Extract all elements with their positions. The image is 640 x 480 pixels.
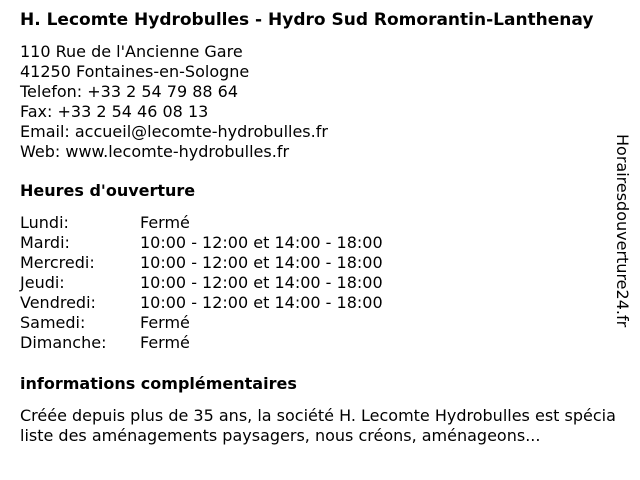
email-line: Email: accueil@lecomte-hydrobulles.fr — [20, 122, 328, 141]
address-line-1: 110 Rue de l'Ancienne Gare — [20, 42, 243, 61]
address-line-2: 41250 Fontaines-en-Sologne — [20, 62, 250, 81]
hours-time: 10:00 - 12:00 et 14:00 - 18:00 — [140, 273, 383, 292]
hours-row — [20, 253, 620, 273]
hours-row — [20, 233, 620, 253]
hours-day: Dimanche: — [20, 333, 107, 352]
fax-line: Fax: +33 2 54 46 08 13 — [20, 102, 209, 121]
hours-row — [20, 313, 620, 333]
contact-block — [20, 42, 620, 162]
business-card — [20, 4, 620, 446]
hours-time: 10:00 - 12:00 et 14:00 - 18:00 — [140, 293, 383, 312]
phone-line: Telefon: +33 2 54 79 88 64 — [20, 82, 239, 101]
hours-table — [20, 213, 620, 353]
hours-heading: Heures d'ouverture — [20, 181, 196, 200]
hours-day: Mardi: — [20, 233, 70, 252]
info-text: Créée depuis plus de 35 ans, la société H. Lecomte Hydrobulles est spécialiste des aménagements paysagers, nous créons, aménageons... — [20, 406, 616, 445]
business-title: H. Lecomte Hydrobulles - Hydro Sud Romorantin-Lanthenay — [20, 10, 594, 30]
hours-row — [20, 293, 620, 313]
hours-day: Mercredi: — [20, 253, 95, 272]
hours-time: 10:00 - 12:00 et 14:00 - 18:00 — [140, 253, 383, 272]
hours-time: Fermé — [140, 313, 190, 332]
hours-time: Fermé — [140, 213, 190, 232]
hours-time: 10:00 - 12:00 et 14:00 - 18:00 — [140, 233, 383, 252]
hours-time: Fermé — [140, 333, 190, 352]
site-watermark: Horairesdouverture24.fr — [613, 134, 632, 328]
hours-row — [20, 273, 620, 293]
hours-row — [20, 213, 620, 233]
web-line: Web: www.lecomte-hydrobulles.fr — [20, 142, 290, 161]
hours-row — [20, 333, 620, 353]
hours-day: Lundi: — [20, 213, 69, 232]
hours-day: Samedi: — [20, 313, 86, 332]
info-heading: informations complémentaires — [20, 374, 297, 393]
hours-day: Vendredi: — [20, 293, 96, 312]
hours-day: Jeudi: — [20, 273, 65, 292]
